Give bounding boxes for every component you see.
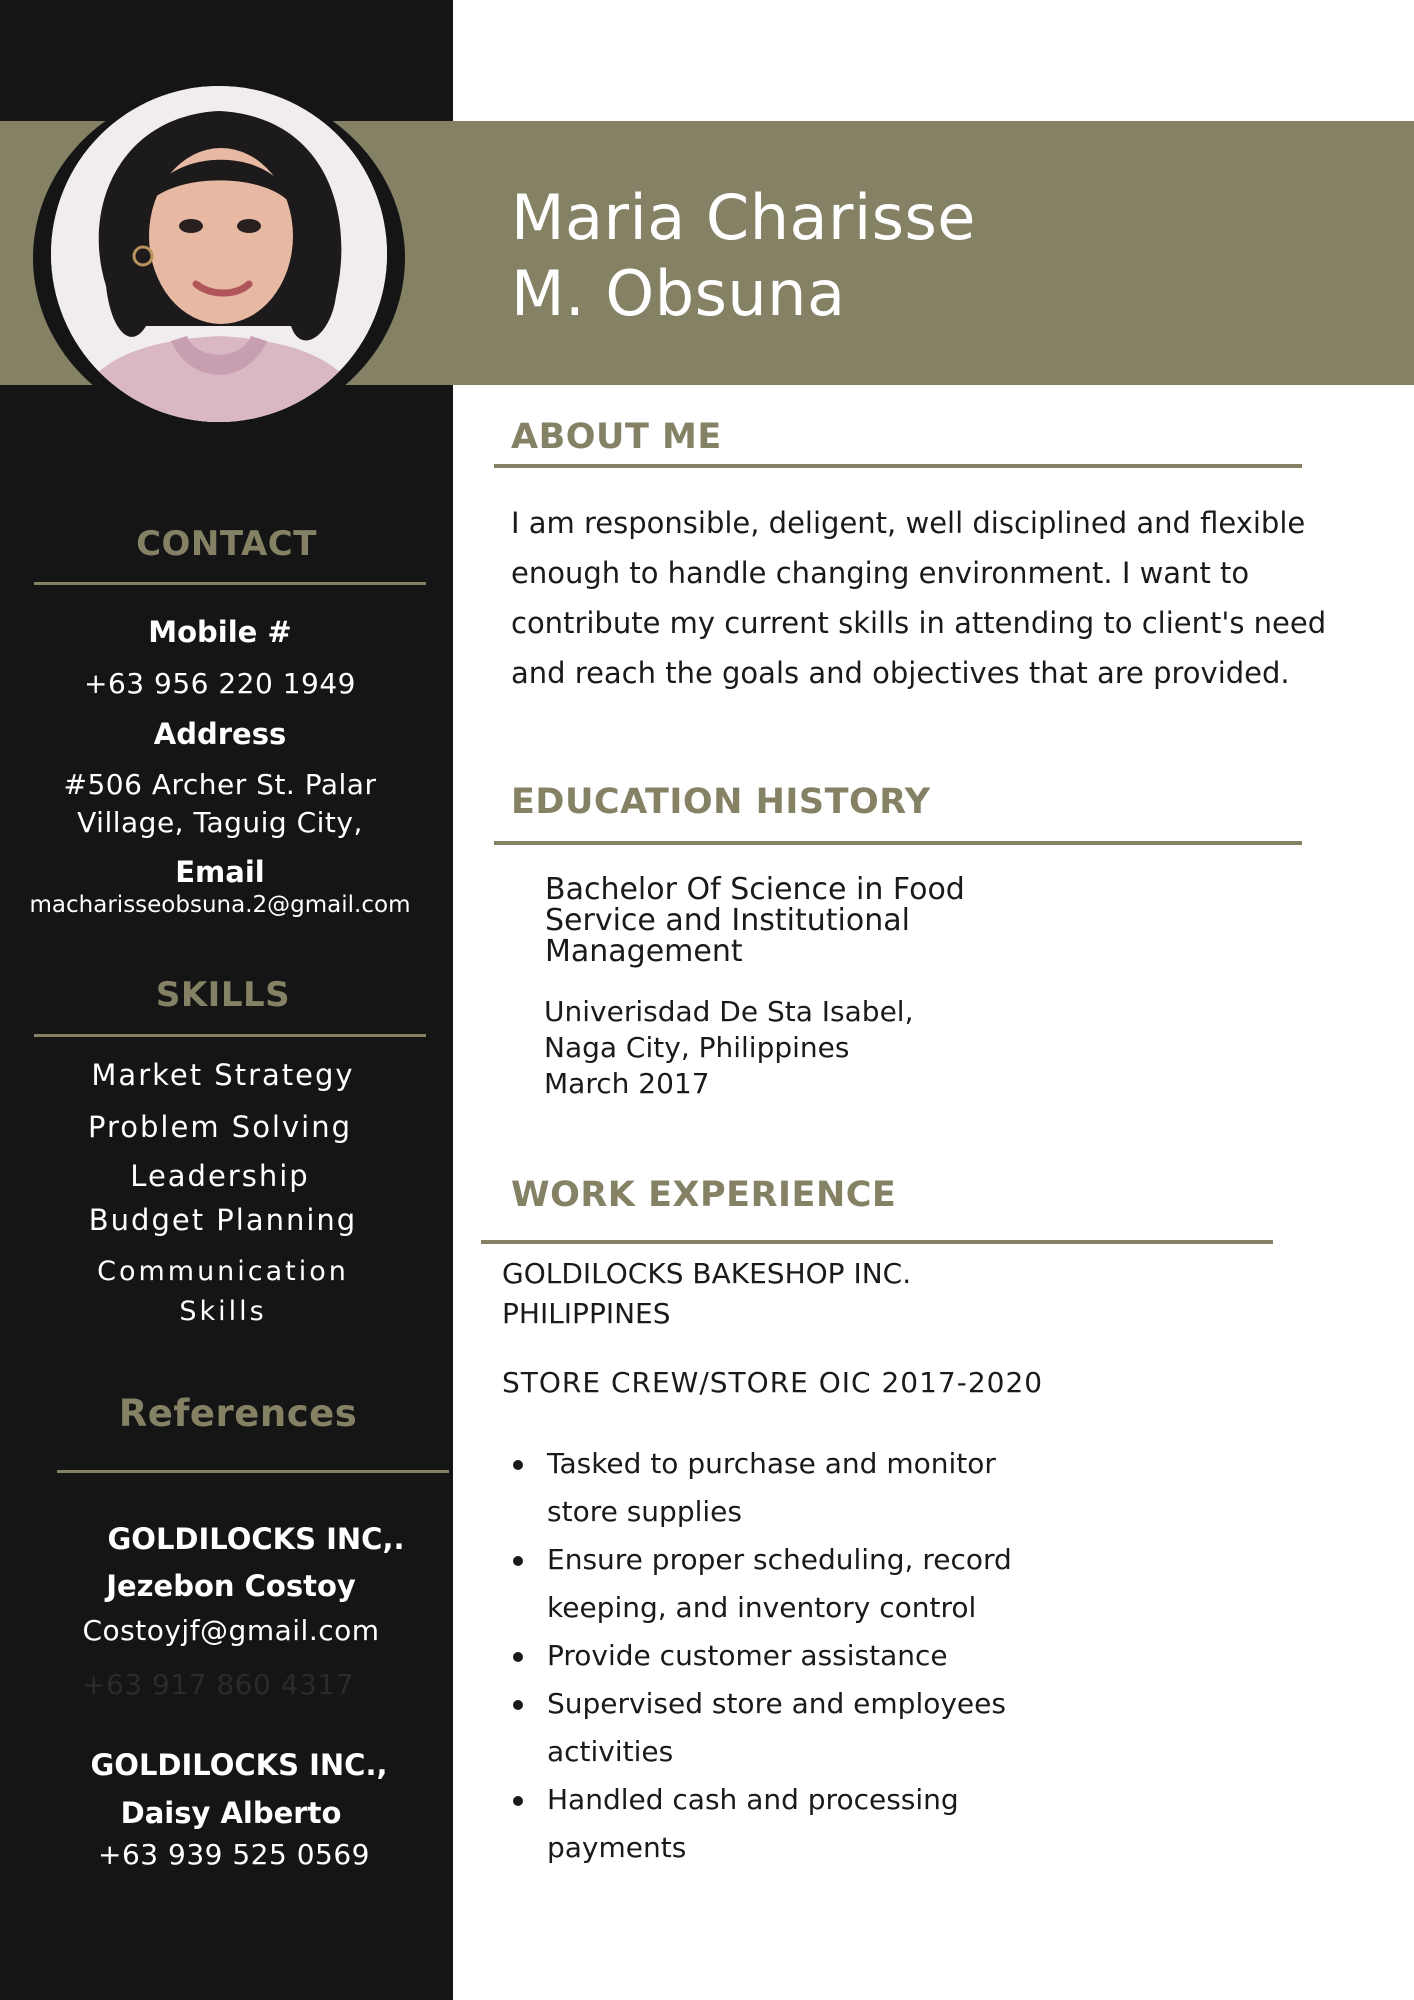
reference2-company: GOLDILOCKS INC., bbox=[90, 1748, 388, 1782]
references-divider bbox=[57, 1470, 449, 1473]
reference1-phone: +63 917 860 4317 bbox=[82, 1668, 354, 1701]
work-company-country: PHILIPPINES bbox=[502, 1297, 671, 1330]
work-duties bbox=[511, 1440, 1071, 1872]
duty-text: Handled cash and processing payments bbox=[547, 1783, 959, 1864]
list-item bbox=[511, 1440, 1031, 1536]
reference1-person: Jezebon Costoy bbox=[106, 1569, 356, 1603]
address-line2: Village, Taguig City, bbox=[77, 806, 363, 839]
education-school bbox=[544, 994, 913, 1102]
list-item bbox=[511, 1632, 1071, 1680]
mobile-number: +63 956 220 1949 bbox=[84, 667, 356, 700]
duty-text: Provide customer assistance bbox=[547, 1639, 948, 1672]
duty-text: Ensure proper scheduling, record keeping, and inventory control bbox=[547, 1543, 1012, 1624]
contact-divider bbox=[34, 582, 426, 585]
skill-item: Problem Solving bbox=[88, 1110, 352, 1144]
about-heading: ABOUT ME bbox=[511, 417, 722, 457]
bullet-icon bbox=[513, 1460, 523, 1470]
education-heading: EDUCATION HISTORY bbox=[511, 782, 931, 822]
contact-heading: CONTACT bbox=[136, 524, 317, 564]
work-company bbox=[502, 1254, 911, 1334]
address-line1: #506 Archer St. Palar bbox=[63, 768, 377, 801]
education-divider bbox=[494, 841, 1302, 845]
work-company-name: GOLDILOCKS BAKESHOP INC. bbox=[502, 1257, 912, 1290]
graduation-date: March 2017 bbox=[544, 1067, 710, 1100]
full-name bbox=[511, 180, 976, 332]
education-degree: Bachelor Of Science in Food Service and Institutional Management bbox=[545, 872, 965, 969]
mobile-label: Mobile # bbox=[148, 615, 292, 649]
duty-text: Supervised store and employees activities bbox=[547, 1687, 1006, 1768]
email-address: macharisseobsuna.2@gmail.com bbox=[29, 892, 411, 918]
work-position: STORE CREW/STORE OIC 2017-2020 bbox=[502, 1366, 1044, 1399]
bullet-icon bbox=[513, 1652, 523, 1662]
skill-item: Skills bbox=[179, 1296, 267, 1327]
skills-divider bbox=[34, 1034, 426, 1037]
references-heading: References bbox=[118, 1392, 358, 1435]
reference2-person: Daisy Alberto bbox=[120, 1796, 342, 1830]
skill-item: Communication bbox=[97, 1256, 349, 1287]
work-heading: WORK EXPERIENCE bbox=[511, 1175, 897, 1215]
bullet-icon bbox=[513, 1796, 523, 1806]
skill-item: Market Strategy bbox=[91, 1058, 355, 1092]
name-line1: Maria Charisse bbox=[511, 181, 976, 254]
school-location: Naga City, Philippines bbox=[544, 1031, 850, 1064]
about-text: I am responsible, deligent, well disciplined and flexible enough to handle changing environment. I want to contribute my current skills in attending to client's need and reach the goals and objectives that are provided. bbox=[511, 506, 1327, 690]
list-item bbox=[511, 1776, 991, 1872]
name-line2: M. Obsuna bbox=[511, 257, 846, 330]
skill-item: Budget Planning bbox=[88, 1203, 358, 1237]
work-divider bbox=[481, 1240, 1273, 1244]
reference1-email: Costoyjf@gmail.com bbox=[82, 1614, 380, 1647]
skills-heading: SKILLS bbox=[155, 975, 291, 1015]
bullet-icon bbox=[513, 1556, 523, 1566]
profile-photo bbox=[51, 86, 387, 422]
reference2-phone: +63 939 525 0569 bbox=[98, 1838, 370, 1871]
list-item bbox=[511, 1536, 1051, 1632]
about-divider bbox=[494, 464, 1302, 468]
email-label: Email bbox=[175, 855, 265, 889]
profile-photo-icon bbox=[51, 86, 387, 422]
skill-item: Leadership bbox=[130, 1159, 310, 1193]
duty-text: Tasked to purchase and monitor store supplies bbox=[547, 1447, 996, 1528]
bullet-icon bbox=[513, 1700, 523, 1710]
school-name: Univerisdad De Sta Isabel, bbox=[544, 995, 914, 1028]
reference1-company: GOLDILOCKS INC,. bbox=[107, 1522, 405, 1556]
list-item bbox=[511, 1680, 1051, 1776]
address-label: Address bbox=[153, 717, 287, 751]
